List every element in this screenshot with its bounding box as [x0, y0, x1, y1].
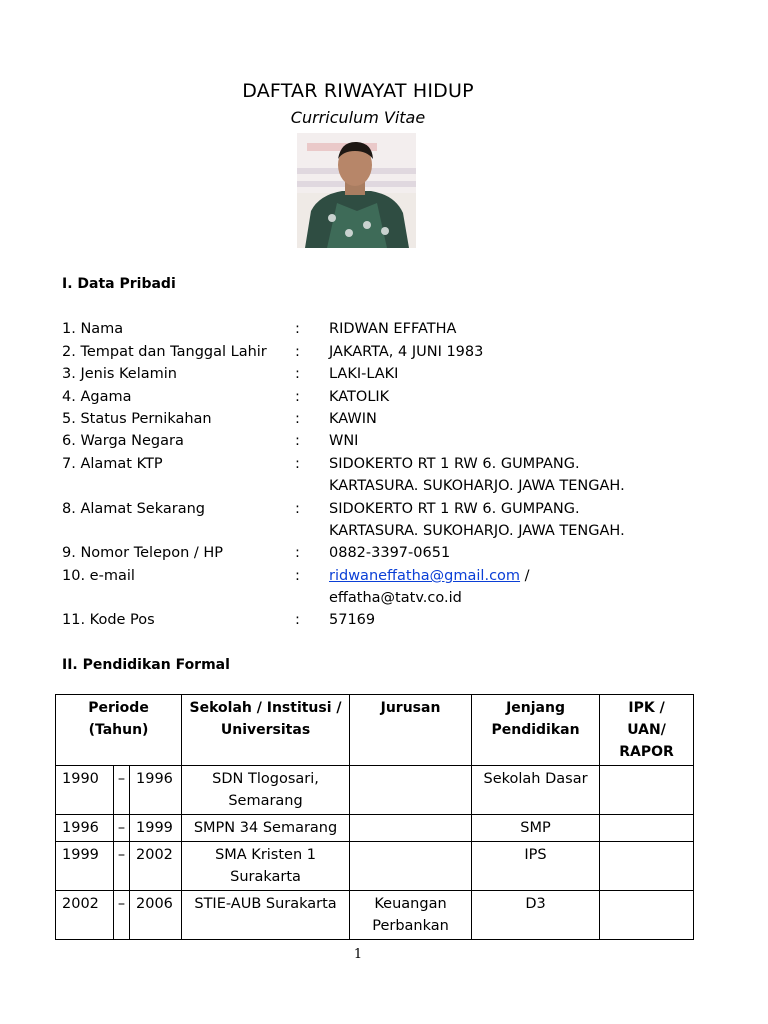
cell-major: [350, 815, 472, 842]
section-pendidikan-title: II. Pendidikan Formal: [62, 657, 230, 673]
row-label: 10. e-mail: [62, 568, 135, 584]
cell-from: 1999: [56, 842, 114, 891]
cell-major: [350, 842, 472, 891]
row-label: 2. Tempat dan Tanggal Lahir: [62, 344, 267, 360]
cell-level: D3: [472, 891, 600, 940]
education-table: [55, 694, 694, 940]
cell-to: 1999: [130, 815, 182, 842]
row-value: 0882-3397-0651: [329, 545, 451, 561]
email-separator: /: [524, 568, 530, 584]
row-colon: :: [295, 612, 300, 628]
profile-photo: [297, 133, 416, 248]
row-label: 1. Nama: [62, 321, 124, 337]
cell-school: SDN Tlogosari, Semarang: [182, 766, 350, 815]
cell-to: 2006: [130, 891, 182, 940]
cell-dash: –: [114, 842, 130, 891]
document-title: DAFTAR RIWAYAT HIDUP: [242, 80, 474, 102]
row-value: WNI: [329, 433, 359, 449]
email-link[interactable]: ridwaneffatha@gmail.com: [329, 568, 521, 584]
row-label: 7. Alamat KTP: [62, 456, 163, 472]
row-colon: :: [295, 321, 300, 337]
row-value: [329, 565, 530, 587]
cell-ipk: [600, 766, 694, 815]
row-value: KARTASURA. SUKOHARJO. JAWA TENGAH.: [329, 478, 625, 494]
row-colon: :: [295, 545, 300, 561]
cell-dash: –: [114, 815, 130, 842]
cell-major: [350, 766, 472, 815]
section-data-pribadi-title: I. Data Pribadi: [62, 276, 176, 292]
row-colon: :: [295, 568, 300, 584]
table-row: [56, 891, 694, 940]
cell-level: SMP: [472, 815, 600, 842]
cell-dash: –: [114, 891, 130, 940]
cell-major: Keuangan Perbankan: [350, 891, 472, 940]
row-value: SIDOKERTO RT 1 RW 6. GUMPANG.: [329, 456, 580, 472]
row-colon: :: [295, 501, 300, 517]
row-label: 11. Kode Pos: [62, 612, 155, 628]
table-row: [56, 766, 694, 815]
row-label: 3. Jenis Kelamin: [62, 366, 177, 382]
row-label: 6. Warga Negara: [62, 433, 184, 449]
cell-from: 2002: [56, 891, 114, 940]
row-value: KATOLIK: [329, 389, 390, 405]
cell-school: SMPN 34 Semarang: [182, 815, 350, 842]
row-value: RIDWAN EFFATHA: [329, 321, 457, 337]
row-colon: :: [295, 389, 300, 405]
table-row: [56, 842, 694, 891]
row-value: JAKARTA, 4 JUNI 1983: [329, 344, 484, 360]
cell-level: Sekolah Dasar: [472, 766, 600, 815]
cell-ipk: [600, 891, 694, 940]
row-value: KAWIN: [329, 411, 377, 427]
row-value: LAKI-LAKI: [329, 366, 399, 382]
document-subtitle: Curriculum Vitae: [290, 108, 426, 127]
row-label: 4. Agama: [62, 389, 132, 405]
cell-from: 1990: [56, 766, 114, 815]
header-jurusan: Jurusan: [350, 695, 472, 766]
cell-to: 2002: [130, 842, 182, 891]
cell-ipk: [600, 815, 694, 842]
row-label: 5. Status Pernikahan: [62, 411, 212, 427]
header-ipk: IPK / UAN/ RAPOR: [600, 695, 694, 766]
row-colon: :: [295, 344, 300, 360]
row-value: KARTASURA. SUKOHARJO. JAWA TENGAH.: [329, 523, 625, 539]
cell-ipk: [600, 842, 694, 891]
row-label: 8. Alamat Sekarang: [62, 501, 205, 517]
header-sekolah: Sekolah / Institusi / Universitas: [182, 695, 350, 766]
cell-level: IPS: [472, 842, 600, 891]
row-colon: :: [295, 366, 300, 382]
row-colon: :: [295, 456, 300, 472]
cell-dash: –: [114, 766, 130, 815]
table-header-row: [56, 695, 694, 766]
table-row: [56, 815, 694, 842]
cell-school: STIE-AUB Surakarta: [182, 891, 350, 940]
row-label: 9. Nomor Telepon / HP: [62, 545, 224, 561]
row-colon: :: [295, 433, 300, 449]
cell-from: 1996: [56, 815, 114, 842]
row-value: SIDOKERTO RT 1 RW 6. GUMPANG.: [329, 501, 580, 517]
header-periode: Periode (Tahun): [56, 695, 182, 766]
page-number: 1: [353, 947, 363, 962]
row-value: effatha@tatv.co.id: [329, 590, 462, 606]
header-jenjang: Jenjang Pendidikan: [472, 695, 600, 766]
cell-to: 1996: [130, 766, 182, 815]
row-value: 57169: [329, 612, 376, 628]
row-colon: :: [295, 411, 300, 427]
profile-photo-image: [297, 133, 416, 248]
cell-school: SMA Kristen 1 Surakarta: [182, 842, 350, 891]
